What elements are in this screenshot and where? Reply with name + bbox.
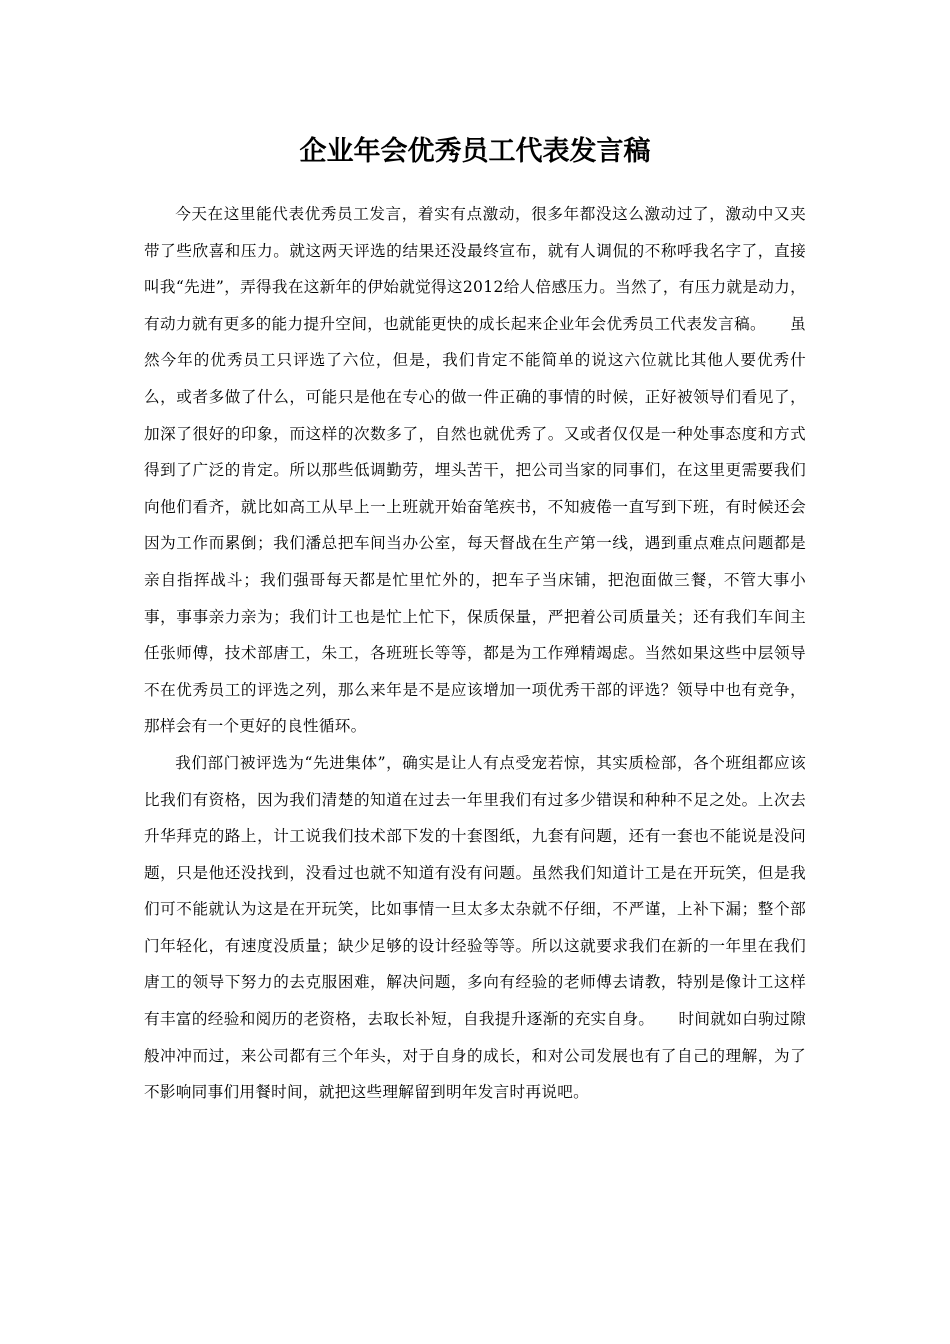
document-title: 企业年会优秀员工代表发言稿 (299, 136, 651, 167)
paragraph-1: 今天在这里能代表优秀员工发言，着实有点激动，很多年都没这么激动过了，激动中又夹带了些欣喜和压力。就这两天评选的结果还没最终宣布，就有人调侃的不称呼我名字了，直接叫我“先进”，弄得我在这新年的伊始就觉得这2012给人倍感压力。当然了，有压力就是动力，有动力就有更多的能力提升空间，也就能更快的成长起来企业年会优秀员工代表发言稿。 虽然今年的优秀员工只评选了六位，但是，我们肯定不能简单的说这六位就比其他人要优秀什么，或者多做了什么，可能只是他在专心的做一件正确的事情的时候，正好被领导们看见了，加深了很好的印象，而这样的次数多了，自然也就优秀了。又或者仅仅是一种处事态度和方式得到了广泛的肯定。所以那些低调勤劳，埋头苦干，把公司当家的同事们，在这里更需要我们向他们看齐，就比如高工从早上一上班就开始奋笔疾书，不知疲倦一直写到下班，有时候还会因为工作而累倒；我们潘总把车间当办公室，每天督战在生产第一线，遇到重点难点问题都是亲自指挥战斗；我们强哥每天都是忙里忙外的，把车子当床铺，把泡面做三餐，不管大事小事，事事亲力亲为；我们计工也是忙上忙下，保质保量，严把着公司质量关；还有我们车间主任张师傅，技术部唐工，朱工，各班班长等等，都是为工作殚精竭虑。当然如果这些中层领导不在优秀员工的评选之列，那么来年是不是应该增加一项优秀干部的评选？领导中也有竞争，那样会有一个更好的良性循环。 (144, 205, 806, 736)
document-body (144, 196, 806, 1111)
paragraph-2: 我们部门被评选为“先进集体”，确实是让人有点受宠若惊，其实质检部，各个班组都应该比我们有资格，因为我们清楚的知道在过去一年里我们有过多少错误和种种不足之处。上次去升华拜克的路上，计工说我们技术部下发的十套图纸，九套有问题，还有一套也不能说是没问题，只是他还没找到，没看过也就不知道有没有问题。虽然我们知道计工是在开玩笑，但是我们可不能就认为这是在开玩笑，比如事情一旦太多太杂就不仔细，不严谨，上补下漏；整个部门年轻化，有速度没质量；缺少足够的设计经验等等。所以这就要求我们在新的一年里在我们唐工的领导下努力的去克服困难，解决问题，多向有经验的老师傅去请教，特别是像计工这样有丰富的经验和阅历的老资格，去取长补短，自我提升逐渐的充实自身。 时间就如白驹过隙般冲冲而过，来公司都有三个年头，对于自身的成长，和对公司发展也有了自己的理解，为了不影响同事们用餐时间，就把这些理解留到明年发言时再说吧。 (144, 753, 806, 1102)
